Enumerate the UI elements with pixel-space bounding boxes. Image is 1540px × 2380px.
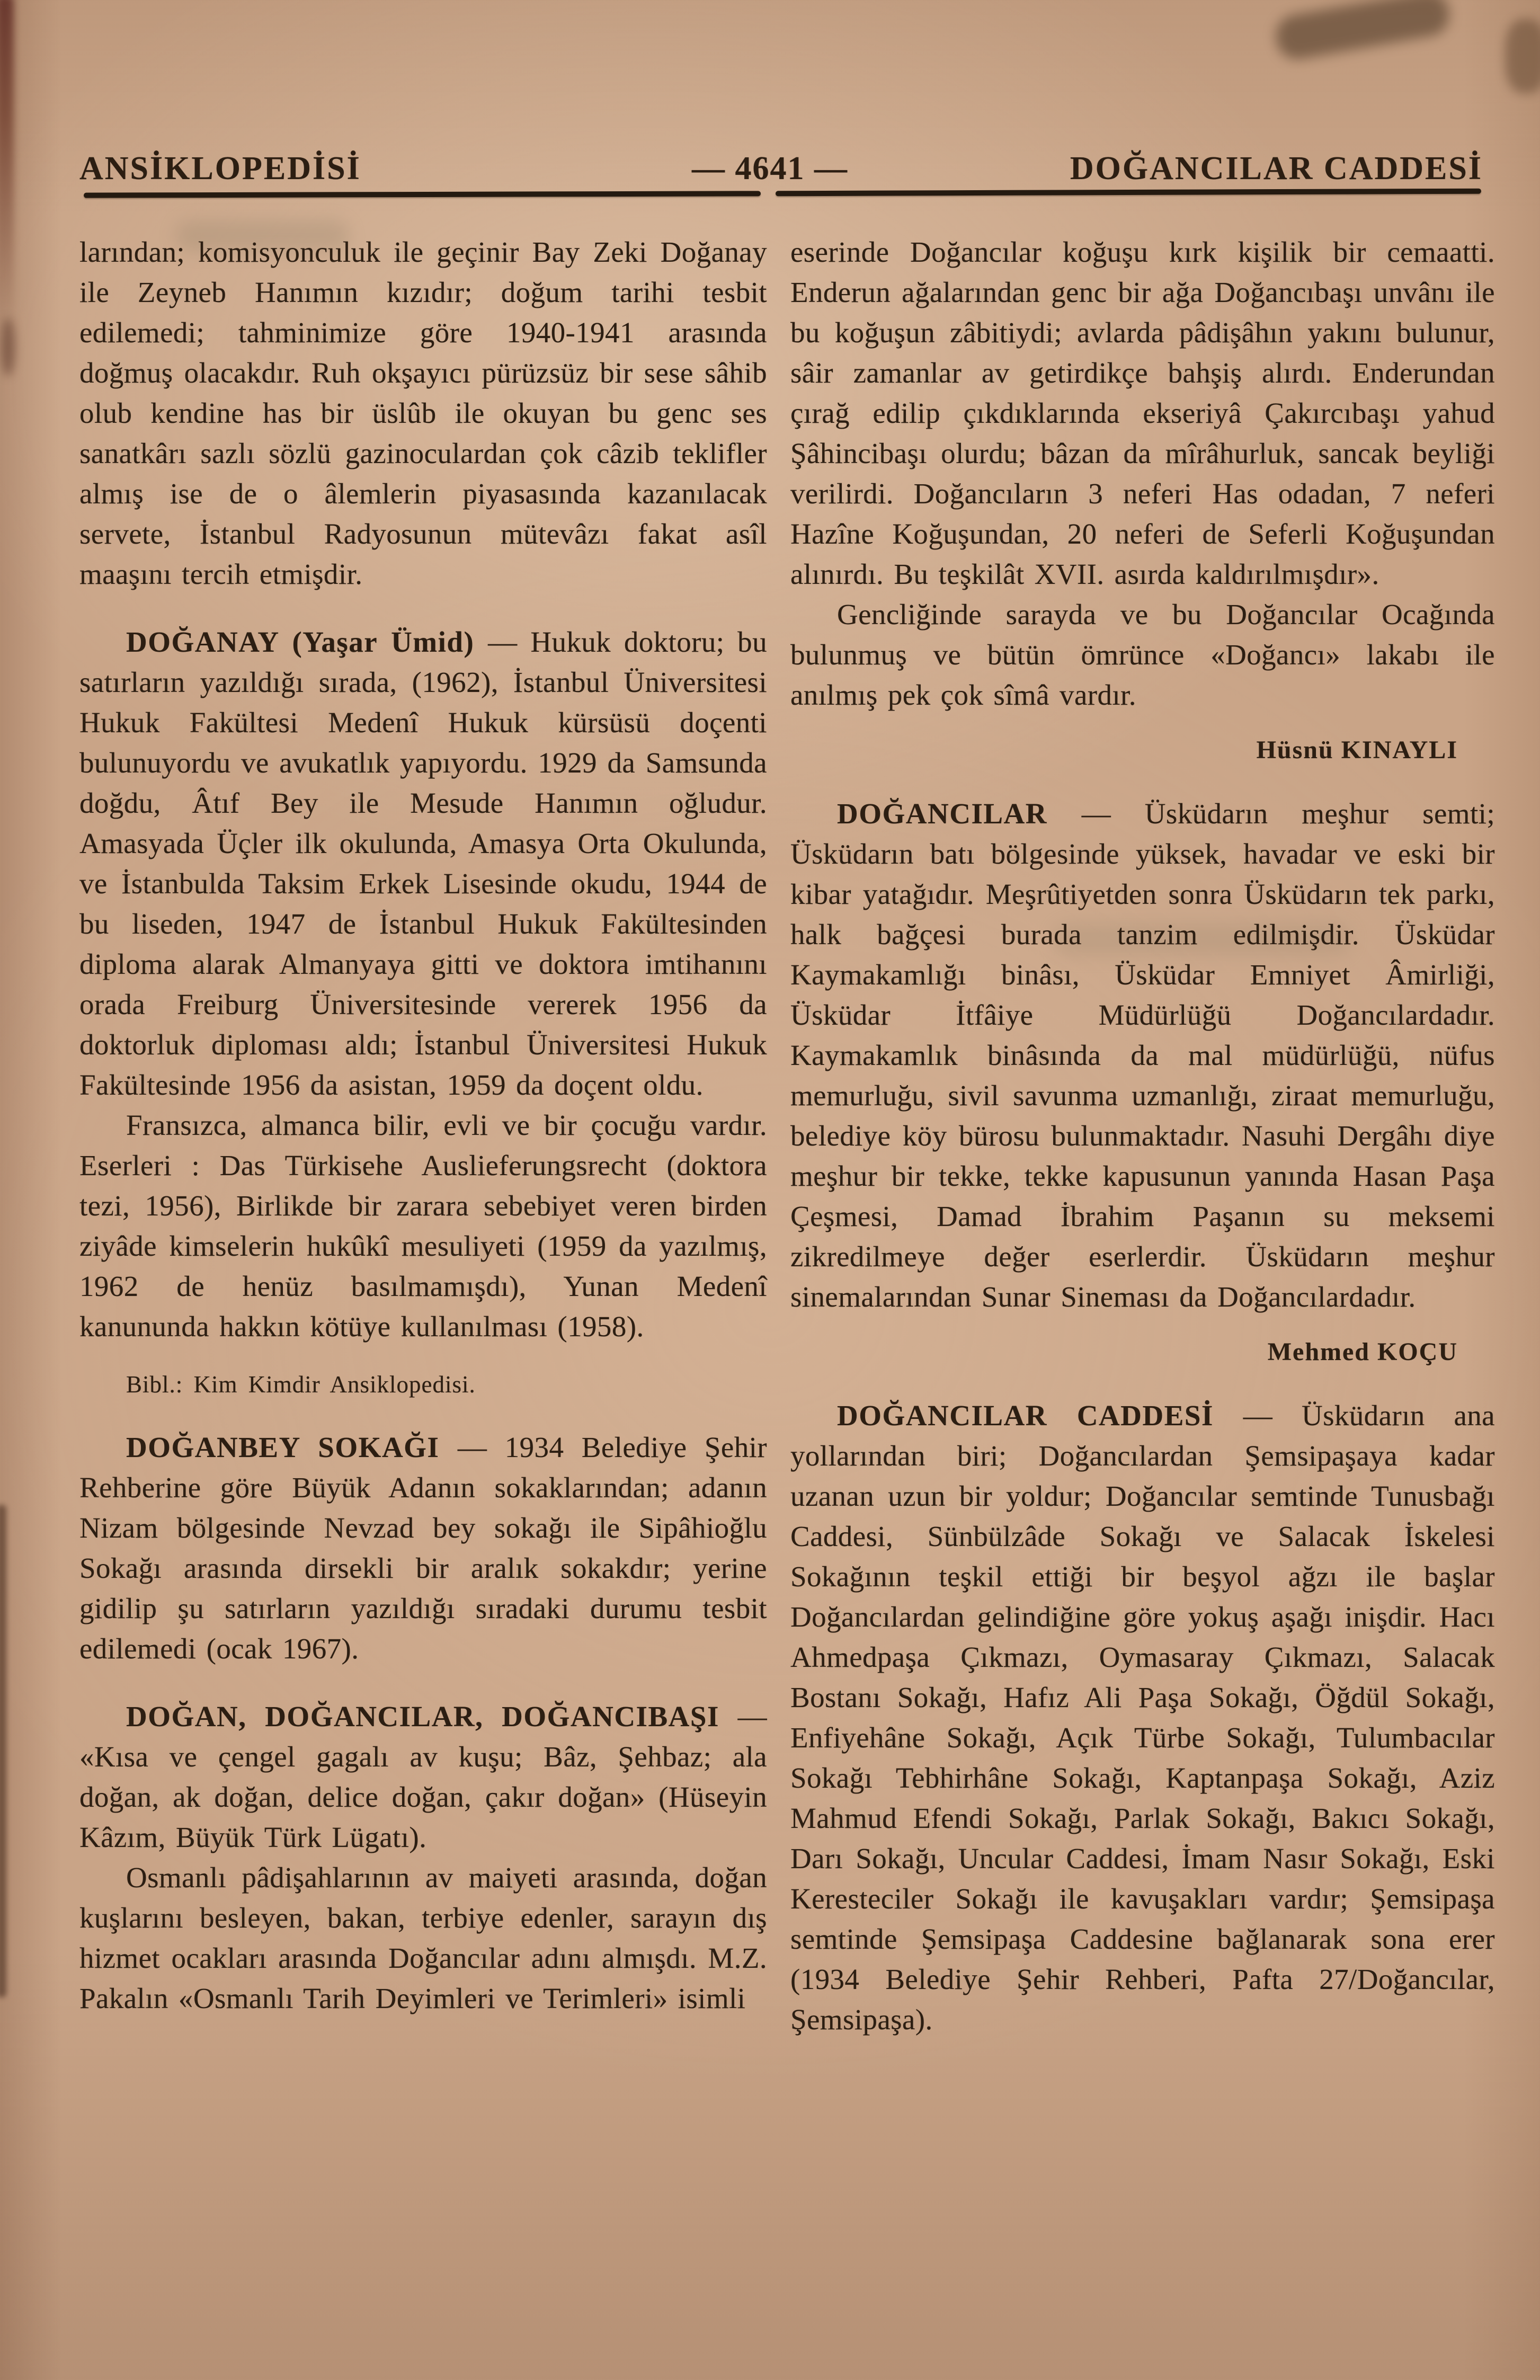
paragraph-text: Fransızca, almanca bilir, evli ve bir çocuğu vardır. Eserleri : Das Türkisehe Auslieferungsrecht (doktora tezi, 1956), Birlikde bir zarara sebebiyet veren birden ziyâde kimselerin hukûkî mesuliyeti (1959 da yazılmış, 1962 de henüz basılmamışdı), Yunan Medenî kanununda hakkın kötüye kullanılması (1958). [79,1109,767,1343]
paragraph [79,1105,767,1347]
entry-headword: DOĞANBEY SOKAĞI [126,1431,458,1463]
paragraph-text: Osmanlı pâdişahlarının av maiyeti arasında, doğan kuşlarını besleyen, bakan, terbiye edenler, sarayın dış hizmet ocakları arasında Doğancılar adını almışdı. M.Z. Pakalın «Osmanlı Tarih Deyimleri ve Terimleri» isimli [79,1861,767,2014]
paragraph [79,1858,767,2019]
running-title-left: ANSİKLOPEDİSİ [79,150,361,187]
entry-doganbey-sokagi [79,1427,767,1669]
paragraph-text: eserinde Doğancılar koğuşu kırk kişilik bir cemaatti. Enderun ağalarından genc bir ağa Doğancıbaşı unvânı ile bu koğuşun zâbitiydi; avlarda pâdişâhın yakını bulunur, sâir zamanlar av getirdikçe bahşiş alırdı. Enderundan çırağ edilip çıkdıklarında ekseriyâ Çakırcıbaşı yahud Şâhincibaşı olurdu; bâzan da mîrâhurluk, sancak beyliği verilirdi. Doğancıların 3 neferi Has odadan, 7 neferi Hazîne Koğuşundan, 20 neferi de Seferli Koğuşundan alınırdı. Bu teşkilât XVII. asırda kaldırılmışdır». [790,236,1495,590]
entry-headword: DOĞAN, DOĞANCILAR, DOĞANCIBAŞI [126,1700,738,1733]
author-signature-kinayli [790,734,1495,766]
entry-dogancilar-caddesi [790,1396,1495,2040]
entry-headword: DOĞANAY (Yaşar Ümid) [126,626,488,658]
scan-artifact-top-right-smudge [1272,0,1453,63]
paragraph-text: larından; komisyonculuk ile geçinir Bay Zeki Doğanay ile Zeyneb Hanımın kızıdır; doğum tarihi tesbit edilemedi; tahminimize göre 1940-1941 arasında doğmuş olacakdır. Ruh okşayıcı pürüzsüz bir sese sâhib olub kendine has bir üslûb ile okuyan bu genc ses sanatkârı sazlı sözlü gazinoculardan çok câzib teklifler almış ise de o âlemlerin piyasasında kazanılacak servete, İstanbul Radyosunun mütevâzı fakat asîl maaşını tercih etmişdir. [79,236,767,590]
paragraph-text: — 1934 Belediye Şehir Rehberine göre Büyük Adanın sokaklarından; adanın Nizam bölgesinde Nevzad bey sokağı ile Sipâhioğlu Sokağı arasında dirsekli bir aralık sokakdır; yerine gidilip şu satırların yazıldığı sıradaki durumu tesbit edilemedi (ocak 1967). [79,1431,767,1665]
signature-text: Mehmed KOÇU [1267,1338,1458,1366]
paragraph-text: Gencliğinde sarayda ve bu Doğancılar Ocağında bulunmuş ve bütün ömrünce «Doğancı» lakabı ile anılmış pek çok sîmâ vardır. [790,598,1495,711]
page-number: — 4641 — [692,150,848,187]
paragraph-text: — «Kısa ve çengel gagalı av kuşu; Bâz, Şehbaz; ala doğan, ak doğan, delice doğan, çakır doğan» (Hüseyin Kâzım, Büyük Türk Lügatı). [79,1700,767,1853]
entry-dogan-dogancilar-dogancibasi [79,1697,767,1858]
header-rule-left [84,191,761,198]
scan-artifact-corner [1505,19,1540,93]
paragraph-text: — Hukuk doktoru; bu satırların yazıldığı sırada, (1962), İstanbul Üniversitesi Hukuk Fakültesi Medenî Hukuk kürsüsü doçenti bulunuyordu ve avukatlık yapıyordu. 1929 da Samsunda doğdu, Âtıf Bey ile Mesude Hanımın oğludur. Amasyada Üçler ilk okulunda, Amasya Orta Okulunda, ve İstanbulda Taksim Erkek Lisesinde okudu, 1944 de bu liseden, 1947 de İstanbul Hukuk Fakültesinden diploma alarak Almanyaya gitti ve doktora imtihanını orada Freiburg Üniversitesinde vererek 1956 da doktorluk diploması aldı; İstanbul Üniversitesi Hukuk Fakültesinde 1956 da asistan, 1959 da doçent oldu. [79,626,767,1101]
paragraph-text: — Üsküdarın meşhur semti; Üsküdarın batı bölgesinde yüksek, havadar ve eski bir kibar yatağıdır. Meşrûtiyetden sonra Üsküdarın tek parkı, halk bağçesi burada tanzim edilmişdir. Üsküdar Kaymakamlığı binâsı, Üsküdar Emniyet Âmirliği, Üsküdar İtfâiye Müdürlüğü Doğancılardadır. Kaymakamlık binâsında da mal müdürlüğü, nüfus memurluğu, sivil savunma uzmanlığı, ziraat memurluğu, belediye köy bürosu bulunmaktadır. Nasuhi Dergâhı diye meşhur bir tekke, tekke kapusunun yanında Hasan Paşa Çeşmesi, Damad İbrahim Paşanın su meksemi zikredilmeye değer eserlerdir. Üsküdarın meşhur sinemalarından Sunar Sineması da Doğancılardadır. [790,797,1496,1313]
continuation-paragraph [79,232,767,594]
signature-text: Hüsnü KINAYLI [1256,736,1458,764]
scan-artifact-left-strip [0,1505,6,1997]
header-rule-right [776,189,1481,197]
bibliography-text: Bibl.: Kim Kimdir Ansiklopedisi. [126,1371,476,1398]
entry-headword: DOĞANCILAR [837,797,1082,830]
left-column [79,232,767,2019]
paragraph [790,594,1495,715]
entry-doganay [79,622,767,1105]
paragraph-text: — Üsküdarın ana yollarından biri; Doğancılardan Şemsipaşaya kadar uzanan uzun bir yoldur; Doğancılar semtinde Tunusbağı Caddesi, Sünbülzâde Sokağı ve Salacak İskelesi Sokağının teşkil ettiği bir beşyol ağzı ile başlar Doğancılardan gelindiğine göre yokuş aşağı inişdir. Hacı Ahmedpaşa Çıkmazı, Oymasaray Çıkmazı, Salacak Bostanı Sokağı, Hafız Ali Paşa Sokağı, Öğdül Sokağı, Enfiyehâne Sokağı, Açık Türbe Sokağı, Tulumbacılar Sokağı Tebhirhâne Sokağı, Kaptanpaşa Sokağı, Aziz Mahmud Efendi Sokağı, Parlak Sokağı, Bakıcı Sokağı, Darı Sokağı, Uncular Caddesi, İmam Nasır Sokağı, Eski Keresteciler Sokağı ile kavuşakları vardır; Şemsipaşa semtinde Şemsipaşa Caddesine bağlanarak sona erer (1934 Belediye Şehir Rehberi, Pafta 27/Doğancılar, Şemsipaşa). [790,1399,1495,2036]
continuation-paragraph [790,232,1495,594]
author-signature-kocu [790,1336,1495,1368]
running-title-right: DOĞANCILAR CADDESİ [1070,150,1483,187]
entry-headword: DOĞANCILAR CADDESİ [837,1399,1243,1432]
bibliography-note [79,1369,767,1400]
entry-dogancilar [790,794,1495,1317]
right-column [790,232,1495,2040]
scan-artifact-left-spot [1,318,15,376]
